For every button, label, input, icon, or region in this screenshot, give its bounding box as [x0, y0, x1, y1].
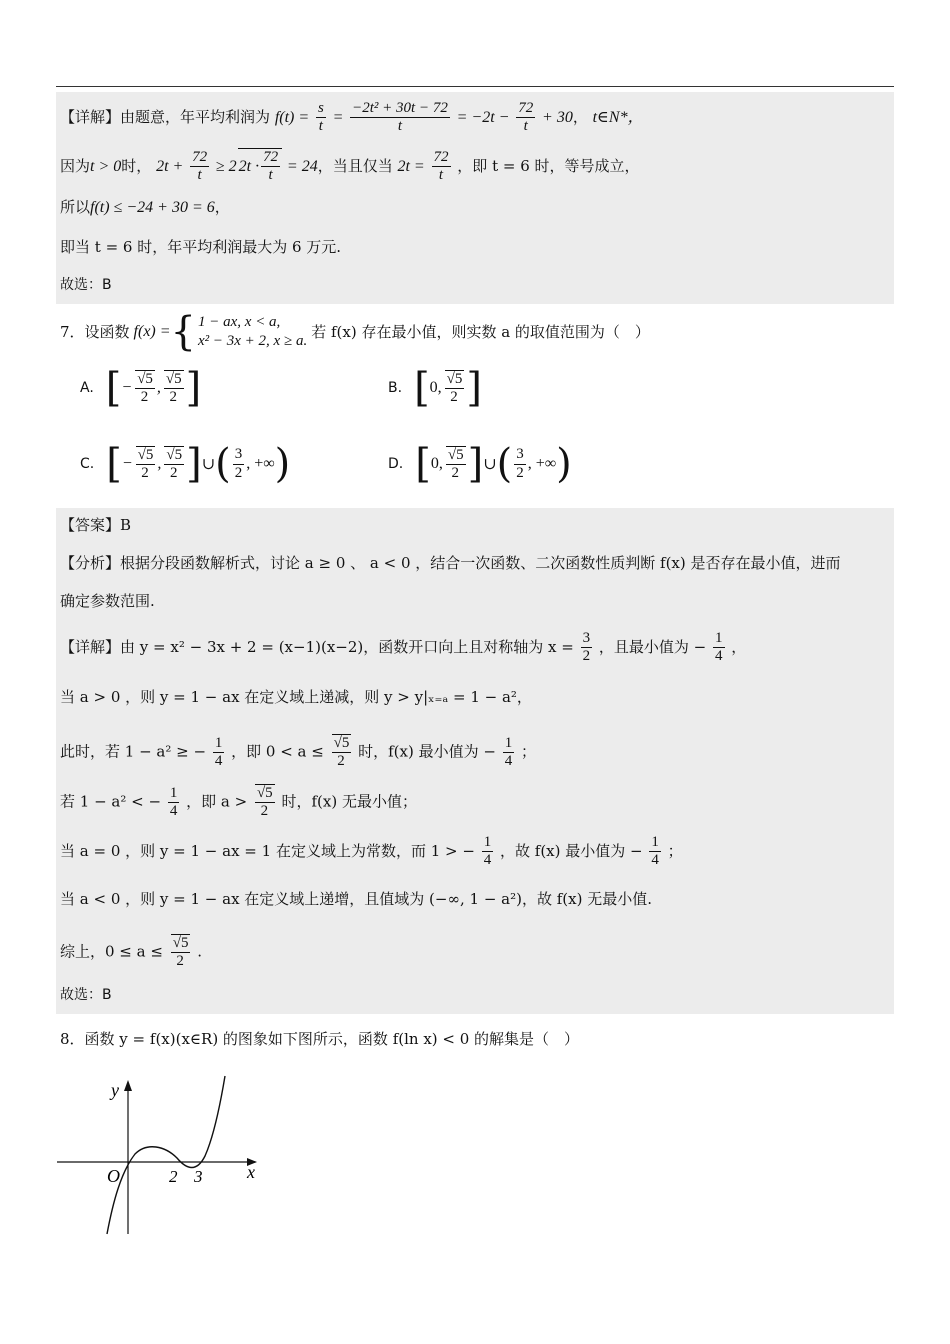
q7-answer: 【答案】B [60, 516, 132, 534]
y-axis-label: y [111, 1080, 119, 1100]
q8-stem: 8．函数 y = f(x)(x∈R) 的图象如下图所示，函数 f(ln x) < 0 的解集是（ ） [60, 1030, 580, 1048]
q7-detail-line-2: 当 a > 0 ，则 y = 1 − ax 在定义域上递减，则 y > y|ₓ₌ₐ = 1 − a²， [60, 688, 532, 706]
q7-option-d[interactable]: D. [ 0, $\frac{√5}{2}$ ] ∪ ( $\frac{3}{2}$ , +∞ ) [388, 441, 572, 487]
q7-detail-line-7: 综上，0 ≤ a ≤ $\frac{√5}{2}$ . [60, 935, 203, 970]
q7-option-b[interactable]: B. [ 0, $\frac{√5}{2}$ ] [388, 365, 483, 411]
q7-detail-line-4: 若 1 − a² < − $\frac{1}{4}$ ，即 a > $\frac{√5}{2}$ 时，f(x) 无最小值； [60, 784, 417, 820]
q7-analysis-line-2: 确定参数范围. [60, 592, 155, 610]
x-axis-label: x [247, 1162, 255, 1182]
q8-function-graph [55, 1072, 270, 1237]
origin-label: O [107, 1166, 120, 1186]
q7-detail-line-1: 【详解】由 y = x² − 3x + 2 = (x−1)(x−2)，函数开口向上且对称轴为 x = $\frac{3}{2}$ ，且最小值为 − $\frac{1}{4}$ ， [60, 630, 747, 665]
function-curve [107, 1076, 225, 1234]
q7-detail-line-5: 当 a = 0 ，则 y = 1 − ax = 1 在定义域上为常数，而 1 > − $\frac{1}{4}$ ，故 f(x) 最小值为 − $\frac{1}{4}$ ； [60, 834, 683, 869]
y-axis-arrow [124, 1080, 132, 1091]
prev-choose-line: 故选：B [60, 277, 112, 293]
header-rule [56, 86, 894, 87]
q7-option-c[interactable]: C. [ − $\frac{√5}{2}$ , $\frac{√5}{2}$ ] ∪ ( $\frac{3}{2}$ , +∞ ) [80, 441, 291, 487]
prev-detail-line-1: 【详解】由题意，年平均利润为 f(t) = $\frac{s}{t}$ = $\frac{\text{−2t² + 30t − 72}}{t}$ = −2t − $\frac{72}{t}$ + 30， t∈N*， [60, 100, 644, 135]
brace-symbol: { [170, 309, 196, 355]
prev-detail-line-2: 因为t > 0时， 2t + $\frac{72}{t}$ ≥ 2 2t · $\frac{72}{t}$ = 24，当且仅当 2t = $\frac{72}{t}$ ，即 t = 6 时，等号成立， [60, 149, 640, 184]
q7-choose-line: 故选：B [60, 987, 112, 1003]
tick-label-2: 2 [169, 1167, 178, 1186]
q7-option-a[interactable]: A. [ − $\frac{√5}{2}$ , $\frac{√5}{2}$ ] [80, 365, 202, 411]
prev-detail-line-4: 即当 t = 6 时，年平均利润最大为 6 万元. [60, 238, 342, 256]
q7-stem: 7．设函数 f(x) = { 1 − ax, x < a, x² − 3x + 2, x ≥ a. 若 f(x) 存在最小值，则实数 a 的取值范围为（ ） [60, 309, 650, 355]
tick-label-3: 3 [194, 1167, 203, 1186]
q7-analysis-line-1: 【分析】根据分段函数解析式，讨论 a ≥ 0 、 a < 0 ，结合一次函数、二次函数性质判断 f(x) 是否存在最小值，进而 [60, 554, 841, 572]
q7-detail-line-6: 当 a < 0 ，则 y = 1 − ax 在定义域上递增，且值域为 (−∞, 1 − a²)，故 f(x) 无最小值. [60, 890, 652, 908]
prev-detail-line-3: 所以f(t) ≤ −24 + 30 = 6， [60, 198, 230, 216]
q7-detail-line-3: 此时，若 1 − a² ≥ − $\frac{1}{4}$ ，即 0 < a ≤ $\frac{√5}{2}$ 时，f(x) 最小值为 − $\frac{1}{4}$ ； [60, 734, 537, 770]
